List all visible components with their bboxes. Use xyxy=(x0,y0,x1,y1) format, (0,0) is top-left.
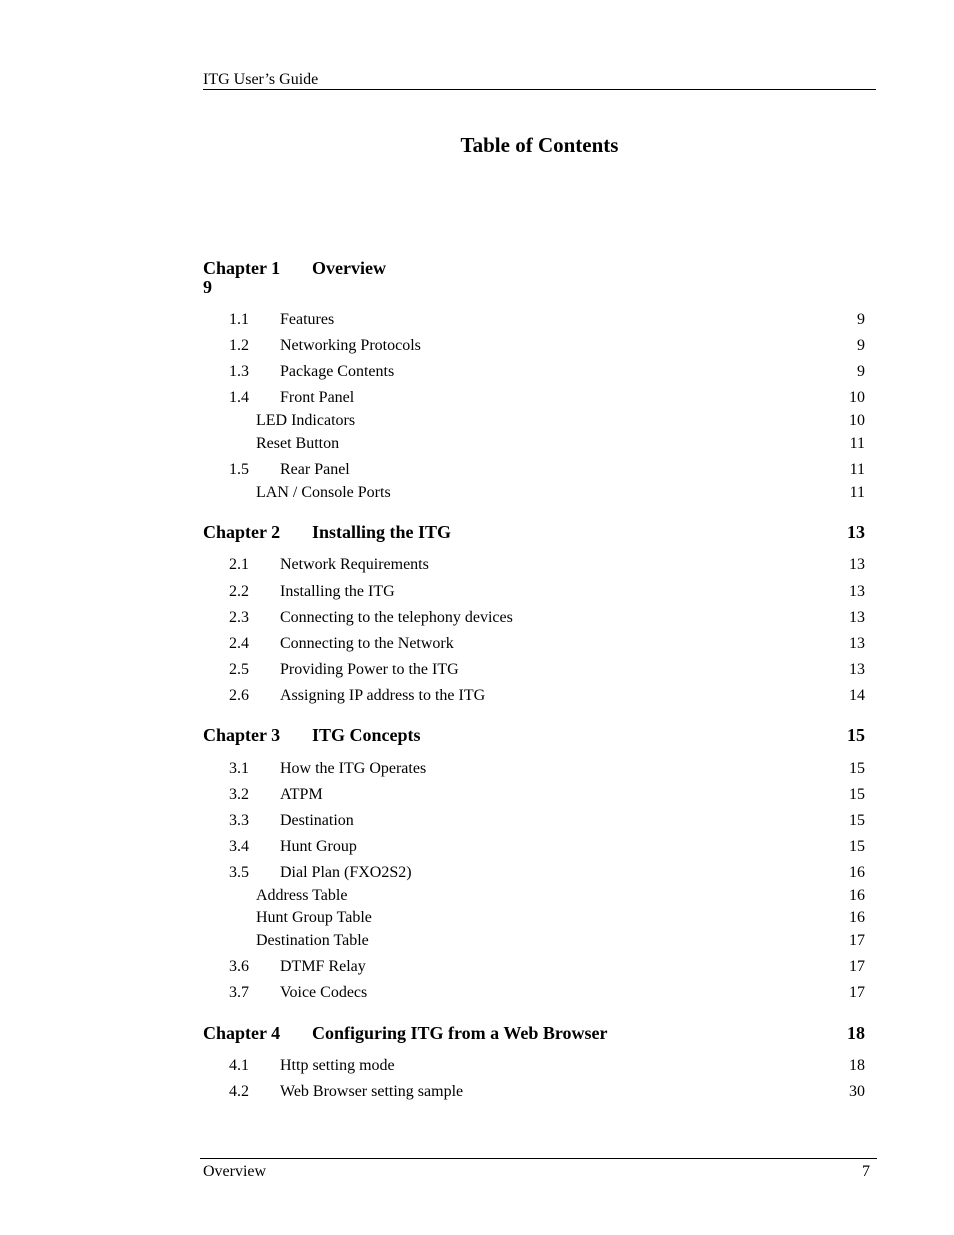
section-title: Package Contents xyxy=(280,363,395,380)
toc-entry[interactable] xyxy=(203,336,865,356)
page-number: 13 xyxy=(849,583,865,600)
page-number: 16 xyxy=(849,909,865,926)
section-number: 1.5 xyxy=(229,461,249,478)
subsection-title: Hunt Group Table xyxy=(256,909,372,926)
page-number: 9 xyxy=(857,337,865,354)
page-number: 17 xyxy=(849,932,865,949)
chapter-page-number: 13 xyxy=(847,522,865,542)
chapter-page-number: 18 xyxy=(847,1023,865,1043)
toc-entry[interactable] xyxy=(203,1056,865,1076)
chapter-label: Chapter 3 xyxy=(203,725,281,745)
section-title: Front Panel xyxy=(280,389,355,406)
toc-entry[interactable] xyxy=(203,388,865,408)
page-number: 15 xyxy=(849,786,865,803)
page-number: 13 xyxy=(849,609,865,626)
section-number: 2.6 xyxy=(229,687,249,704)
footer-section: Overview xyxy=(203,1163,267,1180)
chapter-title: ITG Concepts xyxy=(312,725,421,745)
toc-entry[interactable] xyxy=(203,634,865,654)
toc-entry[interactable] xyxy=(203,811,865,831)
section-number: 2.2 xyxy=(229,583,249,600)
section-title: Dial Plan (FXO2S2) xyxy=(280,864,412,881)
section-title: Rear Panel xyxy=(280,461,350,478)
section-title: Features xyxy=(280,311,335,328)
page-number: 15 xyxy=(849,838,865,855)
page-number: 15 xyxy=(849,760,865,777)
section-title: Destination xyxy=(280,812,354,829)
page-number: 13 xyxy=(849,556,865,573)
toc-entry[interactable] xyxy=(203,608,865,628)
section-title: Installing the ITG xyxy=(280,583,395,600)
toc-entry[interactable] xyxy=(203,686,865,706)
toc-subentry[interactable] xyxy=(203,483,865,503)
toc-subentry[interactable] xyxy=(203,434,865,454)
subsection-title: Address Table xyxy=(256,887,348,904)
section-title: Voice Codecs xyxy=(280,984,368,1001)
chapter-heading[interactable] xyxy=(203,522,865,542)
toc-entry[interactable] xyxy=(203,785,865,805)
page-number: 14 xyxy=(849,687,865,704)
toc-entry[interactable] xyxy=(203,582,865,602)
section-number: 4.1 xyxy=(229,1057,249,1074)
section-number: 2.1 xyxy=(229,556,249,573)
page-number: 17 xyxy=(849,958,865,975)
chapter-label: Chapter 1 xyxy=(203,258,281,278)
page-number: 9 xyxy=(857,311,865,328)
subsection-title: LAN / Console Ports xyxy=(256,484,391,501)
page-number: 16 xyxy=(849,864,865,881)
section-title: Http setting mode xyxy=(280,1057,395,1074)
page-footer xyxy=(200,1158,877,1180)
page-number: 11 xyxy=(849,484,865,501)
section-number: 1.1 xyxy=(229,311,249,328)
page-title: Table of Contents xyxy=(460,133,619,157)
section-number: 2.3 xyxy=(229,609,249,626)
chapter-title: Configuring ITG from a Web Browser xyxy=(312,1023,608,1043)
toc-entry[interactable] xyxy=(203,759,865,779)
toc-entry[interactable] xyxy=(203,310,865,330)
subsection-title: Reset Button xyxy=(256,435,340,452)
chapter-heading[interactable] xyxy=(203,258,865,278)
section-title: ATPM xyxy=(280,786,323,803)
page-number: 17 xyxy=(849,984,865,1001)
section-title: Network Requirements xyxy=(280,556,429,573)
section-number: 3.5 xyxy=(229,864,249,881)
page-number: 18 xyxy=(849,1057,865,1074)
toc-subentry[interactable] xyxy=(203,411,865,431)
page-number: 10 xyxy=(849,412,865,429)
page-number: 10 xyxy=(849,389,865,406)
toc-subentry[interactable] xyxy=(203,886,865,906)
footer-page-number: 7 xyxy=(862,1163,870,1180)
page-number: 9 xyxy=(857,363,865,380)
chapter-label: Chapter 4 xyxy=(203,1023,281,1043)
chapter-title: Installing the ITG xyxy=(312,522,452,542)
chapter-label: Chapter 2 xyxy=(203,522,281,542)
section-number: 3.3 xyxy=(229,812,249,829)
section-title: Web Browser setting sample xyxy=(280,1083,464,1100)
section-title: How the ITG Operates xyxy=(280,760,427,777)
section-number: 3.7 xyxy=(229,984,249,1001)
section-number: 4.2 xyxy=(229,1083,249,1100)
page-number: 13 xyxy=(849,661,865,678)
toc-entry[interactable] xyxy=(203,660,865,680)
section-title: Providing Power to the ITG xyxy=(280,661,459,678)
section-number: 1.4 xyxy=(229,389,249,406)
toc-entry[interactable] xyxy=(203,460,865,480)
toc-subentry[interactable] xyxy=(203,908,865,928)
section-title: Connecting to the Network xyxy=(280,635,454,652)
page-number: 16 xyxy=(849,887,865,904)
toc-entry[interactable] xyxy=(203,837,865,857)
section-number: 1.3 xyxy=(229,363,249,380)
chapter-page-number: 9 xyxy=(203,277,212,297)
page-number: 11 xyxy=(849,435,865,452)
section-number: 3.6 xyxy=(229,958,249,975)
section-number: 2.5 xyxy=(229,661,249,678)
toc-entry[interactable] xyxy=(203,863,865,883)
page-number: 13 xyxy=(849,635,865,652)
page-number: 11 xyxy=(849,461,865,478)
section-number: 3.4 xyxy=(229,838,249,855)
chapter-heading[interactable] xyxy=(203,1023,865,1043)
section-number: 2.4 xyxy=(229,635,249,652)
toc-entry[interactable] xyxy=(203,957,865,977)
section-number: 3.1 xyxy=(229,760,249,777)
chapter-heading[interactable] xyxy=(203,725,865,745)
section-title: Assigning IP address to the ITG xyxy=(280,687,486,704)
subsection-title: Destination Table xyxy=(256,932,369,949)
section-title: DTMF Relay xyxy=(280,958,366,975)
section-number: 1.2 xyxy=(229,337,249,354)
toc-entry[interactable] xyxy=(203,1082,865,1102)
toc-subentry[interactable] xyxy=(203,931,865,951)
toc-entry[interactable] xyxy=(203,362,865,382)
section-title: Networking Protocols xyxy=(280,337,421,354)
subsection-title: LED Indicators xyxy=(256,412,356,429)
toc-entry[interactable] xyxy=(203,555,865,575)
page-number: 30 xyxy=(849,1083,865,1100)
section-title: Hunt Group xyxy=(280,838,357,855)
section-title: Connecting to the telephony devices xyxy=(280,609,513,626)
running-header: ITG User’s Guide xyxy=(203,71,876,90)
chapter-page-number: 15 xyxy=(847,725,865,745)
chapter-title: Overview xyxy=(312,258,386,278)
page-number: 15 xyxy=(849,812,865,829)
toc-entry[interactable] xyxy=(203,983,865,1003)
section-number: 3.2 xyxy=(229,786,249,803)
